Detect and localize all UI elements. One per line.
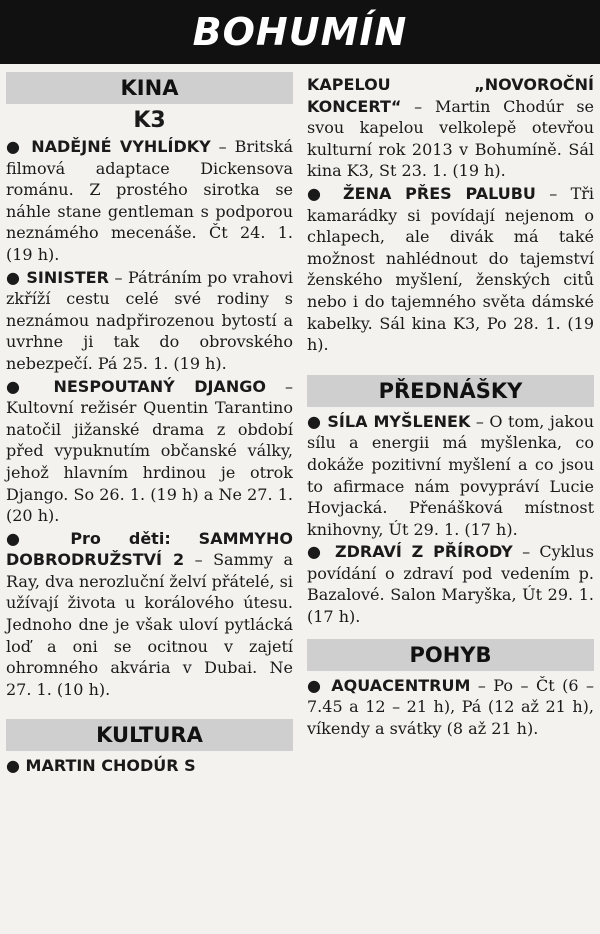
bullet-icon: ● — [6, 376, 54, 396]
entry-text: – Kultovní režisér Quentin Tarantino natočil jižanské drama z období před vypuknutím občanské války, jehož hlavním hrdinou je otrok Django. So 26. 1. (19 h) a Ne 27. 1. (20 h). — [6, 376, 294, 526]
entry-title: SINISTER — [26, 267, 109, 287]
listing-entry — [6, 376, 293, 527]
listing-entry — [6, 528, 293, 701]
left-column — [6, 72, 293, 778]
bullet-icon: ● — [307, 411, 328, 431]
listing-entry — [6, 136, 293, 266]
masthead-title: BOHUMÍN — [0, 0, 600, 64]
entry-title: AQUACENTRUM — [331, 675, 471, 695]
entry-text: – Pátráním po vrahovi zkříží cestu celé své rodiny s neznámou nadpřirozenou bytostí a uvrhne ji tak do obrovského nebezpečí. Pá 25. 1. (19 h). — [6, 267, 293, 373]
entry-title: MARTIN CHODÚR S — [25, 756, 196, 776]
entry-title: ZDRAVÍ Z PŘÍRODY — [335, 542, 513, 562]
bullet-icon: ● — [307, 542, 336, 562]
entry-title: ŽENA PŘES PALUBU — [343, 183, 536, 203]
entry-text: – Sammy a Ray, dva nerozluční želví přátelé, si užívají života u korálového útesu. Jednoho dne je však uloví pytlácká loď a oni se ocitnou v zajetí ohromného akvária v Dubai. Ne 27. 1. (10 h). — [6, 550, 294, 699]
bullet-icon: ● — [6, 528, 71, 548]
entry-title: NESPOUTANÝ DJANGO — [53, 376, 266, 396]
entry-title: NADĚJNÉ VYHLÍDKY — [31, 137, 211, 156]
entry-title: SÍLA MYŠLENEK — [327, 411, 471, 431]
bullet-icon: ● — [6, 137, 32, 156]
listing-entry — [307, 675, 594, 740]
listing-entry — [307, 541, 594, 627]
listing-entry — [307, 411, 594, 541]
entry-text: – Britská filmová adaptace Dickensova románu. Z prostého sirotka se náhle stane gentleman s podporou neznámého mecenáše. Čt 24. 1. (19 h). — [6, 137, 294, 264]
listing-entry — [6, 755, 293, 777]
entry-text: – Martin Chodúr se svou kapelou velkolepě otevřou kulturní rok 2013 v Bohumíně. Sál kina K3, St 23. 1. (19 h). — [307, 96, 594, 181]
section-heading-pohyb: POHYB — [307, 639, 594, 671]
listing-entry-continued — [307, 74, 594, 182]
entry-text: – Cyklus povídání o zdraví pod vedením p. Bazalové. Salon Maryška, Út 29. 1. (17 h). — [307, 542, 595, 627]
venue-heading: K3 — [133, 108, 166, 133]
right-column — [307, 74, 594, 740]
entry-text: – Tři kamarádky si povídají nejenom o chlapech, ale divák má také možnost nahlédnout do tajemství ženského myšlení, ženských citů nebo i do tajemného světa dámské kabelky. Sál kina K3, Po 28. 1. (19 h). — [307, 183, 595, 355]
entry-text: – O tom, jakou sílu a energii má myšlenka, co dokáže pozitivní myšlení a co jsou to afirmace nám povypráví Lucie Hovjacká. Přenášková místnost knihovny, Út 29. 1. (17 h). — [307, 411, 594, 539]
entry-title: Pro děti: SAMMYHO DOBRODRUŽSTVÍ 2 — [6, 528, 293, 570]
listing-entry — [6, 267, 293, 375]
section-heading-prednasky: PŘEDNÁŠKY — [307, 375, 594, 407]
bullet-icon: ● — [6, 756, 26, 776]
bullet-icon: ● — [307, 675, 332, 695]
entry-text: – Po – Čt (6 – 7.45 a 12 – 21 h), Pá (12 až 21 h), víkendy a svátky (8 až 21 h). — [307, 675, 595, 738]
entry-title: KAPELOU „NOVOROČNÍ KONCERT“ — [307, 75, 594, 116]
section-heading-kultura: KULTURA — [6, 719, 293, 751]
bullet-icon: ● — [307, 183, 344, 203]
section-heading-kina: KINA — [6, 72, 293, 104]
listing-entry — [307, 183, 594, 356]
bullet-icon: ● — [6, 267, 27, 287]
